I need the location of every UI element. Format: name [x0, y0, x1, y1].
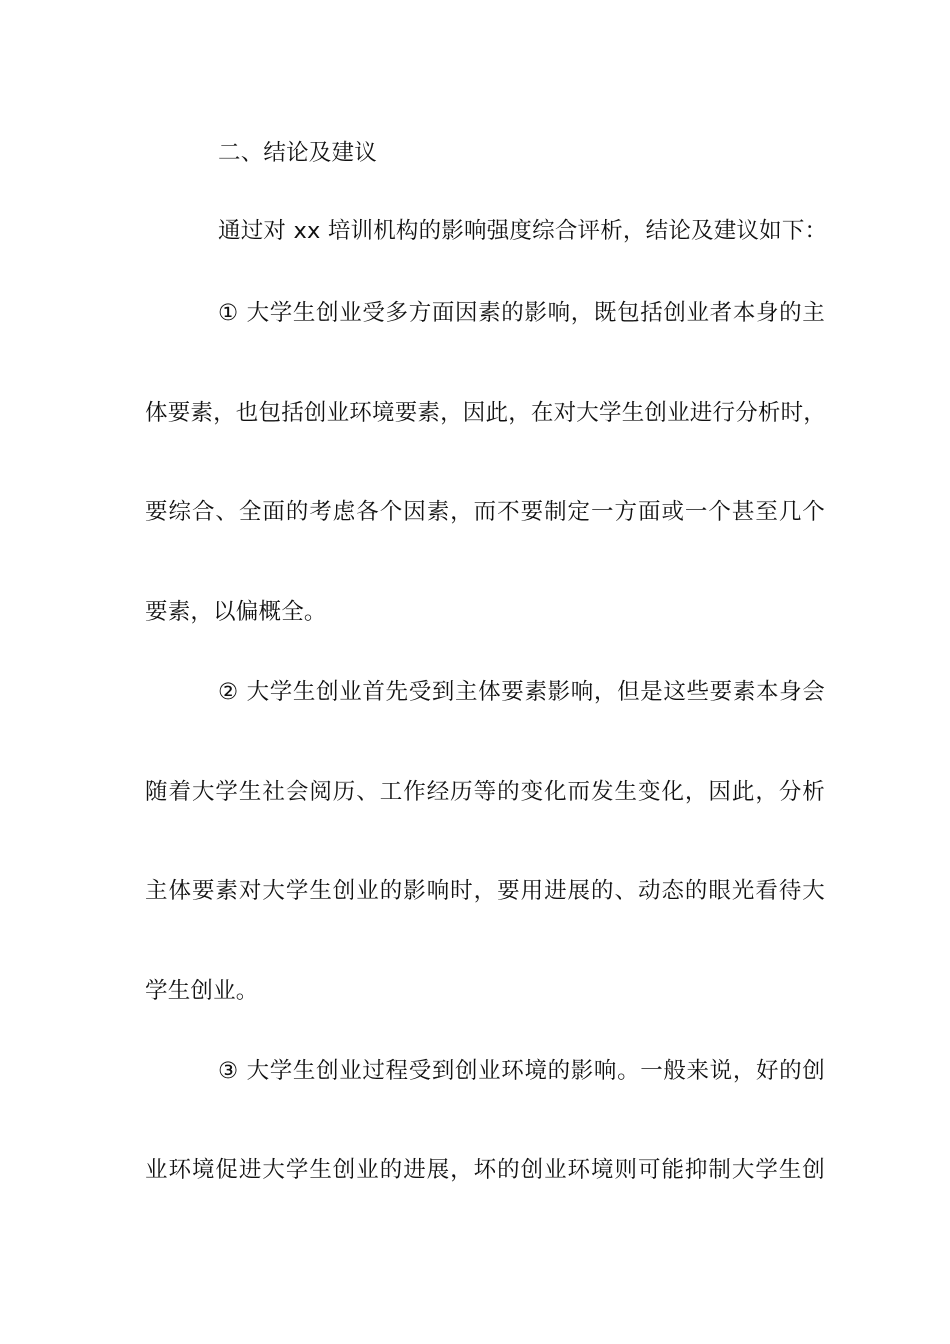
section-heading: 二、结论及建议: [218, 140, 377, 166]
paragraph-1-line-4: 要素，以偏概全。: [145, 599, 327, 625]
paragraph-1-line-3: 要综合、全面的考虑各个因素，而不要制定一方面或一个甚至几个: [145, 499, 825, 525]
paragraph-3-line-2: 业环境促进大学生创业的进展，坏的创业环境则可能抑制大学生创: [145, 1157, 825, 1183]
paragraph-1-line-1: ① 大学生创业受多方面因素的影响，既包括创业者本身的主: [218, 300, 825, 326]
paragraph-1-line-2: 体要素，也包括创业环境要素，因此，在对大学生创业进行分析时，: [145, 400, 827, 426]
paragraph-2-line-3: 主体要素对大学生创业的影响时，要用进展的、动态的眼光看待大: [145, 878, 825, 904]
paragraph-2-line-2: 随着大学生社会阅历、工作经历等的变化而发生变化，因此，分析: [145, 779, 825, 805]
paragraph-2-line-4: 学生创业。: [145, 978, 259, 1004]
intro-text: 通过对 xx 培训机构的影响强度综合评析，结论及建议如下：: [218, 218, 828, 244]
paragraph-2-line-1: ② 大学生创业首先受到主体要素影响，但是这些要素本身会: [218, 679, 825, 705]
paragraph-3-line-1: ③ 大学生创业过程受到创业环境的影响。一般来说，好的创: [218, 1058, 825, 1084]
